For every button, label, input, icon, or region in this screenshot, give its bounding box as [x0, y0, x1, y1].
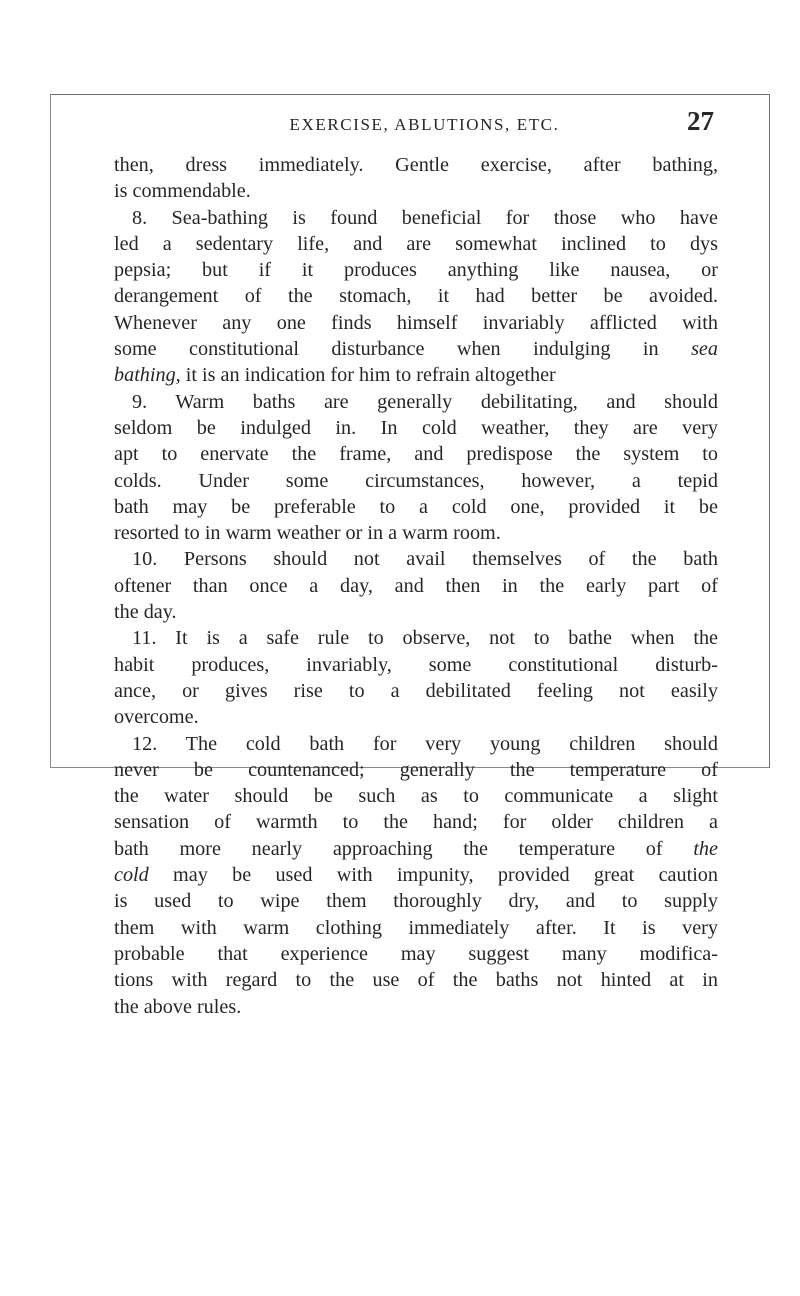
body-text [114, 152, 718, 1020]
line-text: never be countenanced; generally the temperature of [114, 758, 718, 781]
text-line [114, 731, 718, 757]
text-line [114, 573, 718, 599]
line-text: overcome. [114, 706, 199, 729]
text-line [114, 915, 718, 941]
text-line [114, 178, 718, 204]
italic-text: the [693, 837, 718, 860]
page-number: 27 [687, 106, 714, 136]
line-text: them with warm clothing immediately after. It is very [114, 916, 718, 939]
line-text: sensation of warmth to the hand; for older children a [114, 811, 718, 834]
text-line [114, 757, 718, 783]
italic-text: sea [691, 338, 718, 361]
text-line [114, 888, 718, 914]
line-text: habit produces, invariably, some constitutional disturb- [114, 653, 718, 676]
line-text: derangement of the stomach, it had better be avoided. [114, 285, 718, 308]
text-line [114, 389, 718, 415]
line-text: the day. [114, 601, 177, 624]
text-line [114, 283, 718, 309]
line-text: bath may be preferable to a cold one, provided it be [114, 495, 718, 518]
text-line [114, 941, 718, 967]
text-line [114, 441, 718, 467]
running-title: EXERCISE, ABLUTIONS, ETC. [289, 115, 560, 134]
line-text: is commendable. [114, 180, 251, 203]
line-text: tions with regard to the use of the baths not hinted at in [114, 969, 718, 992]
line-text: apt to enervate the frame, and predispose the system to [114, 443, 718, 466]
line-text: resorted to in warm weather or in a warm room. [114, 522, 501, 545]
line-text: colds. Under some circumstances, however, a tepid [114, 469, 718, 492]
italic-text: cold [114, 864, 149, 887]
line-text: 9. Warm baths are generally debilitating, and should [132, 390, 718, 413]
text-line [114, 809, 718, 835]
line-text: Whenever any one finds himself invariably afflicted with [114, 311, 718, 334]
line-text: the above rules. [114, 995, 242, 1018]
text-line [114, 231, 718, 257]
text-line [114, 468, 718, 494]
line-text: 8. Sea-bathing is found beneficial for those who have [132, 206, 718, 229]
text-line [114, 652, 718, 678]
line-text: pepsia; but if it produces anything like nausea, or [114, 259, 718, 282]
line-text: 12. The cold bath for very young children should [132, 732, 718, 755]
line-text: is used to wipe them thoroughly dry, and to supply [114, 890, 718, 913]
text-line [114, 862, 718, 888]
text-line [114, 704, 718, 730]
text-line [114, 257, 718, 283]
line-text: oftener than once a day, and then in the early part of [114, 574, 718, 597]
line-text: then, dress immediately. Gentle exercise, after bathing, [114, 154, 718, 176]
line-text: some constitutional disturbance when indulging in [114, 338, 659, 361]
line-text: bath more nearly approaching the temperature of [114, 837, 663, 860]
line-text: probable that experience may suggest many modifica- [114, 942, 718, 965]
text-line [114, 599, 718, 625]
text-line [114, 336, 718, 362]
text-line [114, 546, 718, 572]
line-text: 10. Persons should not avail themselves of the bath [132, 548, 718, 571]
line-text: it is an indication for him to refrain altogether [180, 364, 556, 387]
text-line [114, 415, 718, 441]
text-line [114, 625, 718, 651]
line-text: led a sedentary life, and are somewhat inclined to dys [114, 232, 718, 255]
text-line [114, 152, 718, 178]
line-text: 11. It is a safe rule to observe, not to bathe when the [132, 627, 718, 650]
text-line [114, 678, 718, 704]
line-text: seldom be indulged in. In cold weather, they are very [114, 416, 718, 439]
running-head [114, 106, 718, 146]
text-line [114, 783, 718, 809]
text-line [114, 994, 718, 1020]
text-line [114, 967, 718, 993]
italic-text: bathing, [114, 364, 181, 387]
text-line [114, 836, 718, 862]
text-line [114, 205, 718, 231]
line-text: the water should be such as to communicate a slight [114, 785, 718, 808]
line-text: ance, or gives rise to a debilitated feeling not easily [114, 679, 718, 702]
text-line [114, 520, 718, 546]
text-line [114, 494, 718, 520]
text-line [114, 310, 718, 336]
line-text: may be used with impunity, provided great caution [148, 864, 718, 887]
text-line [114, 362, 718, 388]
